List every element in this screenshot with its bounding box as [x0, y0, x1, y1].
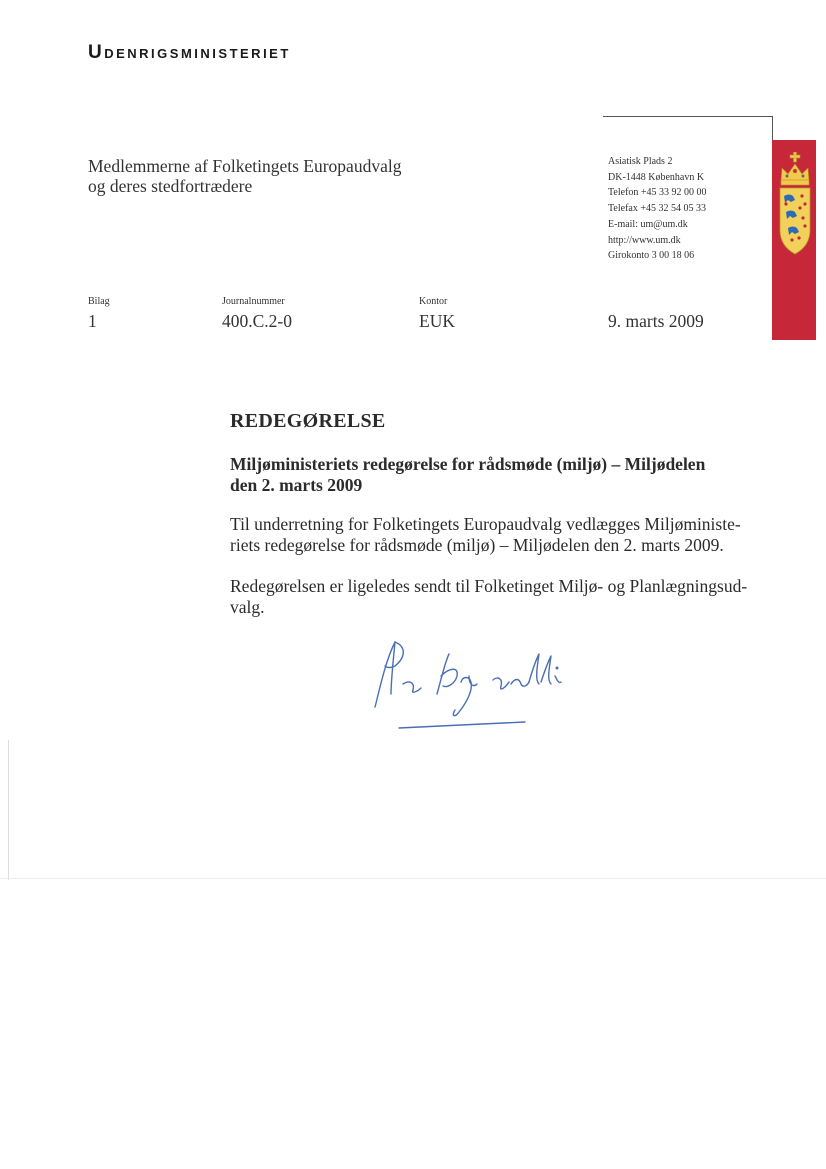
paragraph-2-line-1: Redegørelsen er ligeledes sendt til Folketinget Miljø- og Planlægningsud-: [230, 576, 748, 596]
document-date: 9. marts 2009: [608, 311, 704, 331]
kontor-value: EUK: [419, 311, 455, 331]
fold-line: [0, 878, 826, 879]
address-city: DK-1448 København K: [608, 171, 705, 183]
paragraph-1: [230, 514, 750, 556]
kontor-label: Kontor: [419, 296, 448, 307]
paragraph-1-line-2: riets redegørelse for rådsmøde (miljø) – Miljødelen den 2. marts 2009.: [230, 535, 724, 555]
recipient-line-1: Medlemmerne af Folketingets Europaudvalg: [88, 156, 402, 176]
journal-value: 400.C.2-0: [222, 311, 292, 331]
subject-line-2: den 2. marts 2009: [230, 475, 363, 495]
crest-icon: [778, 152, 812, 267]
document-heading: REDEGØRELSE: [230, 410, 386, 432]
paragraph-2-line-2: valg.: [230, 597, 265, 617]
subject-block: [230, 454, 750, 496]
address-street: Asiatisk Plads 2: [608, 156, 673, 167]
address-giro: Girokonto 3 00 18 06: [608, 250, 695, 262]
bilag-value: 1: [88, 311, 97, 331]
signature: [365, 632, 585, 747]
subject-line-1: Miljøministeriets redegørelse for rådsmøde (miljø) – Miljødelen: [230, 454, 706, 474]
bilag-label: Bilag: [88, 296, 110, 307]
scan-margin-mark: [8, 740, 9, 880]
address-phone: Telefon +45 33 92 00 00: [608, 187, 707, 199]
paragraph-2: [230, 576, 750, 618]
recipient-line-2: og deres stedfortrædere: [88, 176, 253, 196]
address-top-rule: [603, 116, 773, 117]
address-fax: Telefax +45 32 54 05 33: [608, 203, 706, 215]
ministry-name: Udenrigsministeriet: [88, 42, 291, 63]
address-email: E-mail: um@um.dk: [608, 218, 688, 230]
address-web: http://www.um.dk: [608, 234, 681, 246]
address-block: [608, 154, 707, 264]
journal-label: Journalnummer: [222, 296, 285, 307]
paragraph-1-line-1: Til underretning for Folketingets Europaudvalg vedlægges Miljøministe-: [230, 514, 741, 534]
recipient-block: [88, 156, 401, 196]
